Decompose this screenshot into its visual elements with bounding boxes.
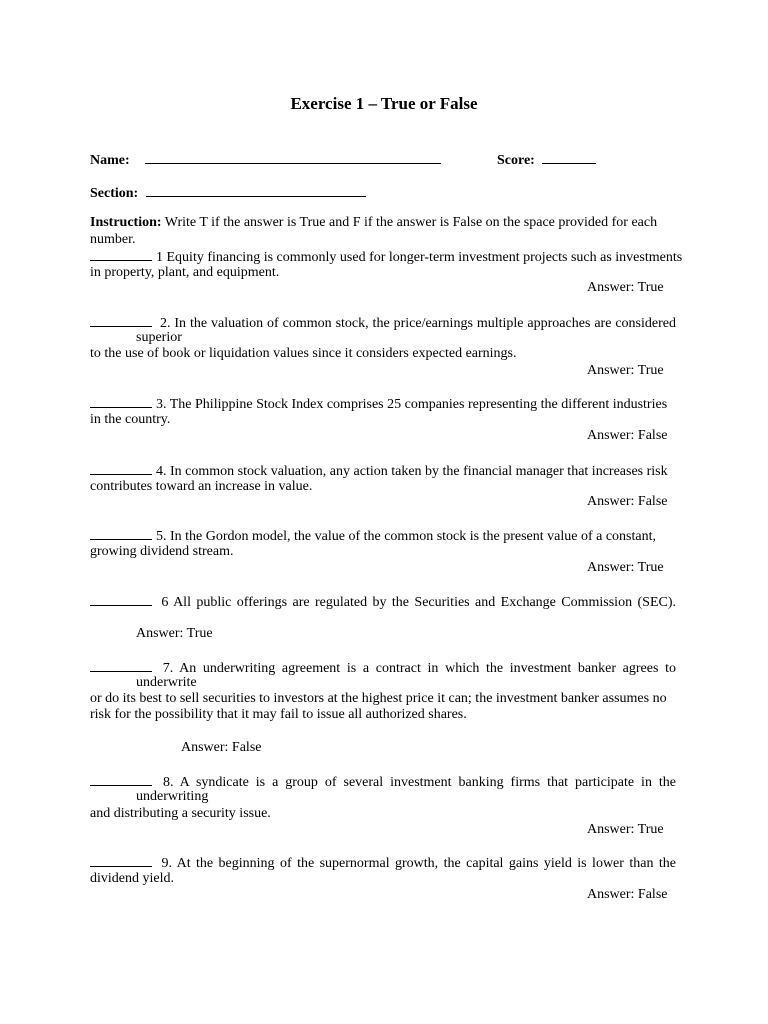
answer-7: Answer: False: [181, 740, 262, 755]
answer-2: Answer: True: [587, 363, 664, 378]
score-field[interactable]: [497, 150, 596, 169]
question-4: [90, 462, 668, 480]
question-text: 2. In the valuation of common stock, the price/earnings multiple approaches are considered: [159, 316, 676, 331]
section-field[interactable]: [90, 183, 366, 202]
question-text: 7. An underwriting agreement is a contract in which the investment banker agrees to: [162, 661, 676, 676]
question-text: 9. At the beginning of the supernormal growth, the capital gains yield is lower than the: [161, 856, 676, 871]
question-line: underwriting: [136, 789, 209, 804]
page-title: Exercise 1 – True or False: [290, 94, 478, 113]
question-line: contributes toward an increase in value.: [90, 479, 313, 494]
question-text: 8. A syndicate is a group of several investment banking firms that participate in the: [162, 775, 677, 790]
answer-8: Answer: True: [587, 822, 664, 837]
instruction-text-2: number.: [90, 232, 136, 247]
question-line: risk for the possibility that it may fail to issue all authorized shares.: [90, 707, 467, 722]
instruction-label: Instruction:: [90, 215, 162, 230]
score-blank[interactable]: [542, 150, 596, 164]
section-blank[interactable]: [146, 183, 366, 197]
instruction: [90, 215, 657, 231]
answer-6: Answer: True: [136, 626, 213, 641]
answer-blank-2[interactable]: [90, 314, 152, 327]
answer-blank-7[interactable]: [90, 659, 152, 672]
answer-blank-1[interactable]: [90, 248, 152, 261]
question-line: in property, plant, and equipment.: [90, 265, 280, 280]
question-line: superior: [136, 330, 182, 345]
instruction-text: Write T if the answer is True and F if the answer is False on the space provided for each: [161, 215, 658, 230]
name-blank[interactable]: [145, 150, 441, 164]
score-label: Score:: [497, 153, 535, 168]
answer-5: Answer: True: [587, 560, 664, 575]
answer-blank-5[interactable]: [90, 527, 152, 540]
question-line: growing dividend stream.: [90, 544, 234, 559]
question-5: [90, 527, 656, 545]
question-line: to the use of book or liquidation values since it considers expected earnings.: [90, 346, 517, 361]
question-9: [90, 854, 676, 872]
question-line: underwrite: [136, 675, 197, 690]
question-1: [90, 248, 682, 266]
answer-4: Answer: False: [587, 494, 668, 509]
section-label: Section:: [90, 186, 139, 201]
question-text: 5. In the Gordon model, the value of the common stock is the present value of a constant,: [156, 529, 656, 544]
question-line: or do its best to sell securities to investors at the highest price it can; the investment banker assumes no: [90, 691, 667, 706]
question-line: dividend yield.: [90, 871, 174, 886]
question-text: 1 Equity financing is commonly used for longer-term investment projects such as investments: [156, 250, 683, 265]
question-line: and distributing a security issue.: [90, 806, 271, 821]
question-text: 6 All public offerings are regulated by the Securities and Exchange Commission (SEC).: [161, 595, 676, 610]
name-field[interactable]: [90, 150, 441, 169]
question-line: in the country.: [90, 412, 171, 427]
answer-3: Answer: False: [587, 428, 668, 443]
answer-9: Answer: False: [587, 887, 668, 902]
answer-blank-9[interactable]: [90, 854, 152, 867]
question-text: 4. In common stock valuation, any action taken by the financial manager that increases risk: [156, 464, 668, 479]
name-label: Name:: [90, 153, 130, 168]
question-3: [90, 395, 667, 413]
answer-1: Answer: True: [587, 280, 664, 295]
question-text: 3. The Philippine Stock Index comprises 25 companies representing the different industries: [156, 397, 668, 412]
answer-blank-8[interactable]: [90, 773, 152, 786]
answer-blank-4[interactable]: [90, 462, 152, 475]
question-6: [90, 593, 676, 611]
answer-blank-3[interactable]: [90, 395, 152, 408]
answer-blank-6[interactable]: [90, 593, 152, 606]
